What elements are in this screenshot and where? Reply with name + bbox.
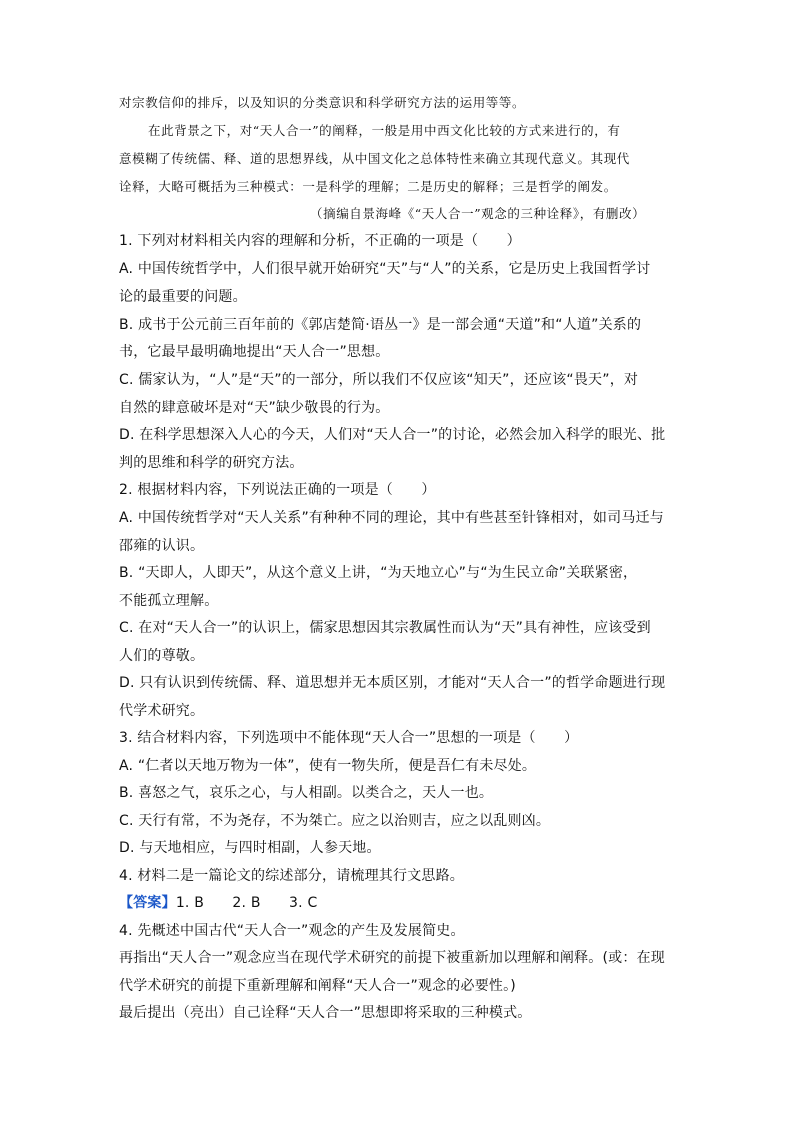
question-2-option-d: D. 只有认识到传统儒、释、道思想并无本质区别，才能对“天人合一”的哲学命题进行现 <box>119 675 666 691</box>
passage-source: （摘编自景海峰《“天人合一”观念的三种诠释》，有删改） <box>310 206 646 221</box>
answer-line <box>119 893 317 913</box>
question-1-option-a-cont: 论的最重要的问题。 <box>119 289 247 305</box>
passage-line-3: 意模糊了传统儒、释、道的思想界线，从中国文化之总体特性来确立其现代意义。其现代 <box>119 151 630 166</box>
question-2-option-c-cont: 人们的尊敬。 <box>119 648 205 664</box>
question-2-stem: 2. 根据材料内容，下列说法正确的一项是（ ） <box>119 482 436 498</box>
question-1-option-d-cont: 判的思维和科学的研究方法。 <box>119 455 304 471</box>
question-1-stem: 1. 下列对材料相关内容的理解和分析，不正确的一项是（ ） <box>119 233 521 249</box>
question-3-stem: 3. 结合材料内容，下列选项中不能体现“天人合一”思想的一项是（ ） <box>119 730 579 746</box>
question-2-option-d-cont: 代学术研究。 <box>119 703 205 719</box>
question-3-option-d: D. 与天地相应，与四时相副，人参天地。 <box>119 840 381 856</box>
question-1-option-a: A. 中国传统哲学中，人们很早就开始研究“天”与“人”的关系，它是历史上我国哲学讨 <box>119 261 651 277</box>
question-1-option-b-cont: 书，它最早最明确地提出“天人合一”思想。 <box>119 344 390 360</box>
answer-4-line-3: 代学术研究的前提下重新理解和阐释“天人合一”观念的必要性。) <box>119 978 516 994</box>
question-4-stem: 4. 材料二是一篇论文的综述部分，请梳理其行文思路。 <box>119 868 465 884</box>
passage-line-2: 在此背景之下，对“天人合一”的阐释，一般是用中西文化比较的方式来进行的，有 <box>148 123 621 138</box>
answer-4-line-1: 4. 先概述中国古代“天人合一”观念的产生及发展简史。 <box>119 923 465 939</box>
question-2-option-a: A. 中国传统哲学对“天人关系”有种种不同的理论，其中有些甚至针锋相对，如司马迁与 <box>119 510 664 526</box>
question-1-option-c-cont: 自然的肆意破坏是对“天”缺少敬畏的行为。 <box>119 400 390 416</box>
question-2-option-c: C. 在对“天人合一”的认识上，儒家思想因其宗教属性而认为“天”具有神性，应该受到 <box>119 620 651 636</box>
question-3-option-b: B. 喜怒之气，哀乐之心，与人相副。以类合之，天人一也。 <box>119 785 494 801</box>
question-2-option-a-cont: 邵雍的认识。 <box>119 538 205 554</box>
question-2-option-b-cont: 不能孤立理解。 <box>119 593 219 609</box>
passage-line-4: 诠释，大略可概括为三种模式：一是科学的理解；二是历史的解释；三是哲学的阐发。 <box>119 179 617 194</box>
question-3-option-a: A. “仁者以天地万物为一体”，使有一物失所，便是吾仁有未尽处。 <box>119 758 537 774</box>
answer-4-line-4: 最后提出（亮出）自己诠释“天人合一”思想即将采取的三种模式。 <box>119 1005 532 1021</box>
answer-tag: 【答案】 <box>119 895 176 911</box>
question-1-option-d: D. 在科学思想深入人心的今天，人们对“天人合一”的讨论，必然会加入科学的眼光、批 <box>119 427 666 443</box>
question-1-option-b: B. 成书于公元前三百年前的《郭店楚简·语丛一》是一部会通“天道”和“人道”关系的 <box>119 317 642 333</box>
answer-choices: 1. B 2. B 3. C <box>175 895 318 911</box>
passage-line-1: 对宗教信仰的排斥，以及知识的分类意识和科学研究方法的运用等等。 <box>119 95 526 110</box>
question-1-option-c: C. 儒家认为，“人”是“天”的一部分，所以我们不仅应该“知天”，还应该“畏天”，对 <box>119 372 639 388</box>
question-2-option-b: B. “天即人，人即天”，从这个意义上讲，“为天地立心”与“为生民立命”关联紧密， <box>119 565 638 581</box>
answer-4-line-2: 再指出“天人合一”观念应当在现代学术研究的前提下被重新加以理解和阐释。(或：在现 <box>119 950 665 966</box>
question-3-option-c: C. 天行有常，不为尧存，不为桀亡。应之以治则吉，应之以乱则凶。 <box>119 813 551 829</box>
